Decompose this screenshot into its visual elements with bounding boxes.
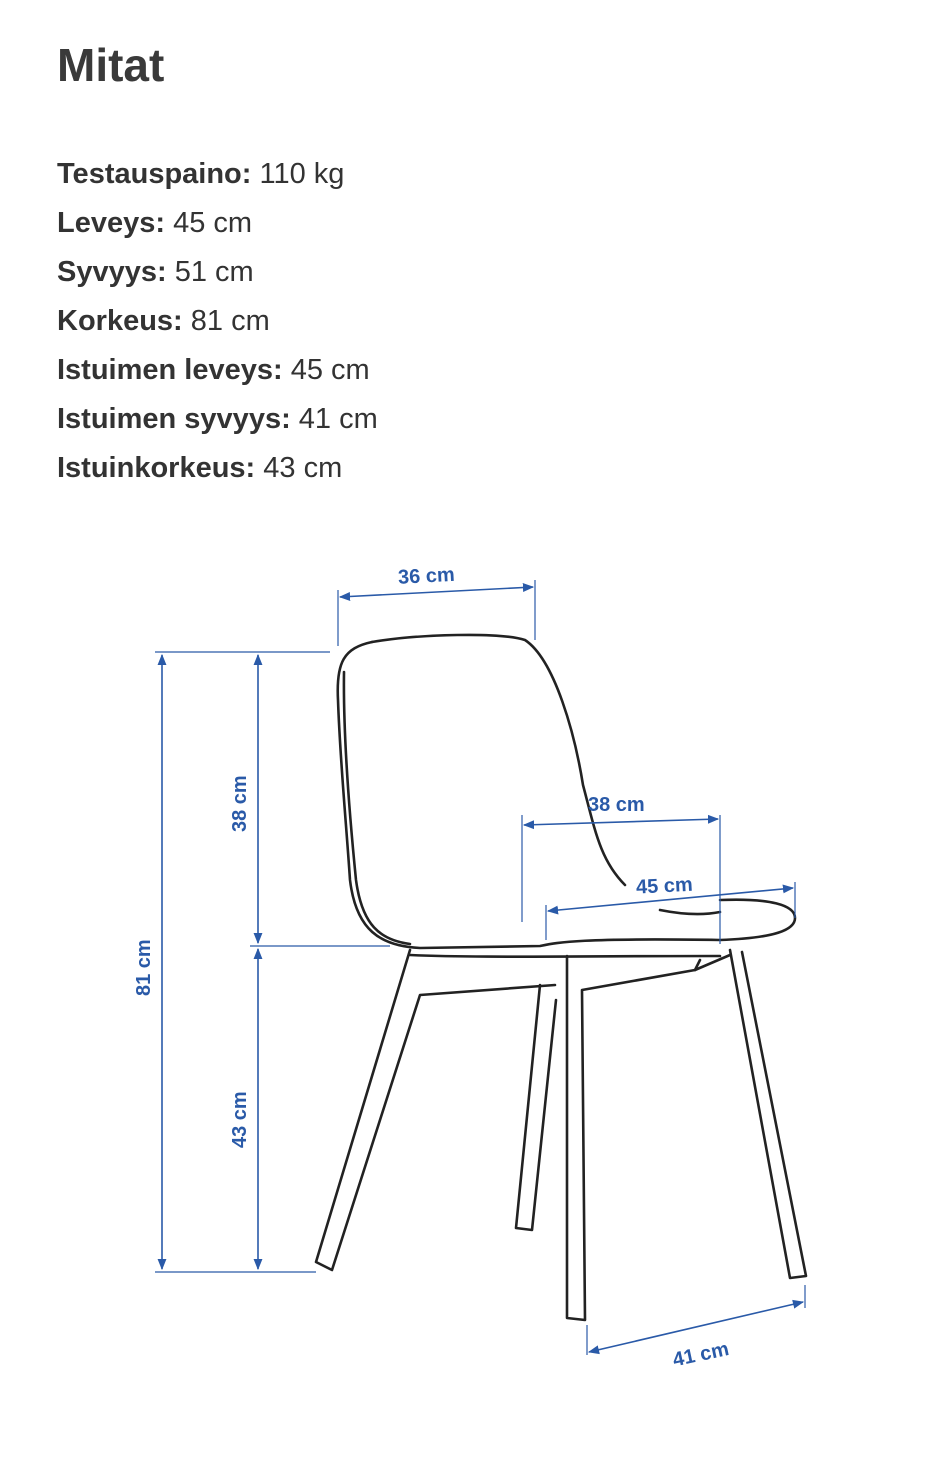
spec-value: 81 cm bbox=[190, 305, 270, 337]
spec-label: Korkeus: bbox=[57, 305, 183, 337]
spec-value: 41 cm bbox=[298, 403, 378, 435]
label-backrest-height: 38 cm bbox=[229, 775, 251, 832]
dim-seat-depth bbox=[524, 819, 718, 825]
spec-value: 51 cm bbox=[174, 256, 254, 288]
chair-backrest bbox=[338, 642, 795, 948]
spec-item bbox=[57, 297, 378, 346]
spec-item bbox=[57, 346, 378, 395]
spec-label: Leveys: bbox=[57, 207, 166, 239]
spec-label: Syvyys: bbox=[57, 256, 167, 288]
spec-label: Istuinkorkeus: bbox=[57, 452, 256, 484]
spec-label: Istuimen syvyys: bbox=[57, 403, 291, 435]
label-total-height: 81 cm bbox=[133, 939, 155, 996]
chair-leg-front-left bbox=[316, 950, 555, 1270]
spec-item bbox=[57, 199, 378, 248]
spec-value: 45 cm bbox=[173, 207, 253, 239]
spec-item bbox=[57, 248, 378, 297]
label-seat-width: 45 cm bbox=[635, 873, 694, 899]
spec-value: 110 kg bbox=[259, 158, 345, 190]
page-title: Mitat bbox=[57, 39, 165, 91]
label-seat-height: 43 cm bbox=[229, 1091, 251, 1148]
dimension-lines bbox=[162, 587, 803, 1352]
spec-item bbox=[57, 444, 378, 493]
spec-value: 43 cm bbox=[263, 452, 343, 484]
chair-leg-back-left bbox=[516, 985, 556, 1230]
spec-list bbox=[57, 150, 378, 493]
extension-lines bbox=[155, 580, 805, 1355]
spec-label: Istuimen leveys: bbox=[57, 354, 283, 386]
dim-backrest-width bbox=[340, 587, 533, 597]
chair-leg-front-center bbox=[567, 956, 700, 1320]
spec-item bbox=[57, 150, 378, 199]
spec-label: Testauspaino: bbox=[57, 158, 252, 190]
chair-dimension-diagram bbox=[0, 520, 942, 1475]
chair-backrest-inner bbox=[372, 635, 625, 885]
label-seat-depth: 38 cm bbox=[588, 794, 645, 816]
chair-seat bbox=[660, 910, 720, 914]
chair-drawing bbox=[316, 635, 806, 1320]
spec-item bbox=[57, 395, 378, 444]
label-backrest-width: 36 cm bbox=[397, 563, 456, 589]
spec-value: 45 cm bbox=[290, 354, 370, 386]
chair-leg-right bbox=[730, 950, 806, 1278]
label-leg-spread: 41 cm bbox=[670, 1338, 731, 1372]
